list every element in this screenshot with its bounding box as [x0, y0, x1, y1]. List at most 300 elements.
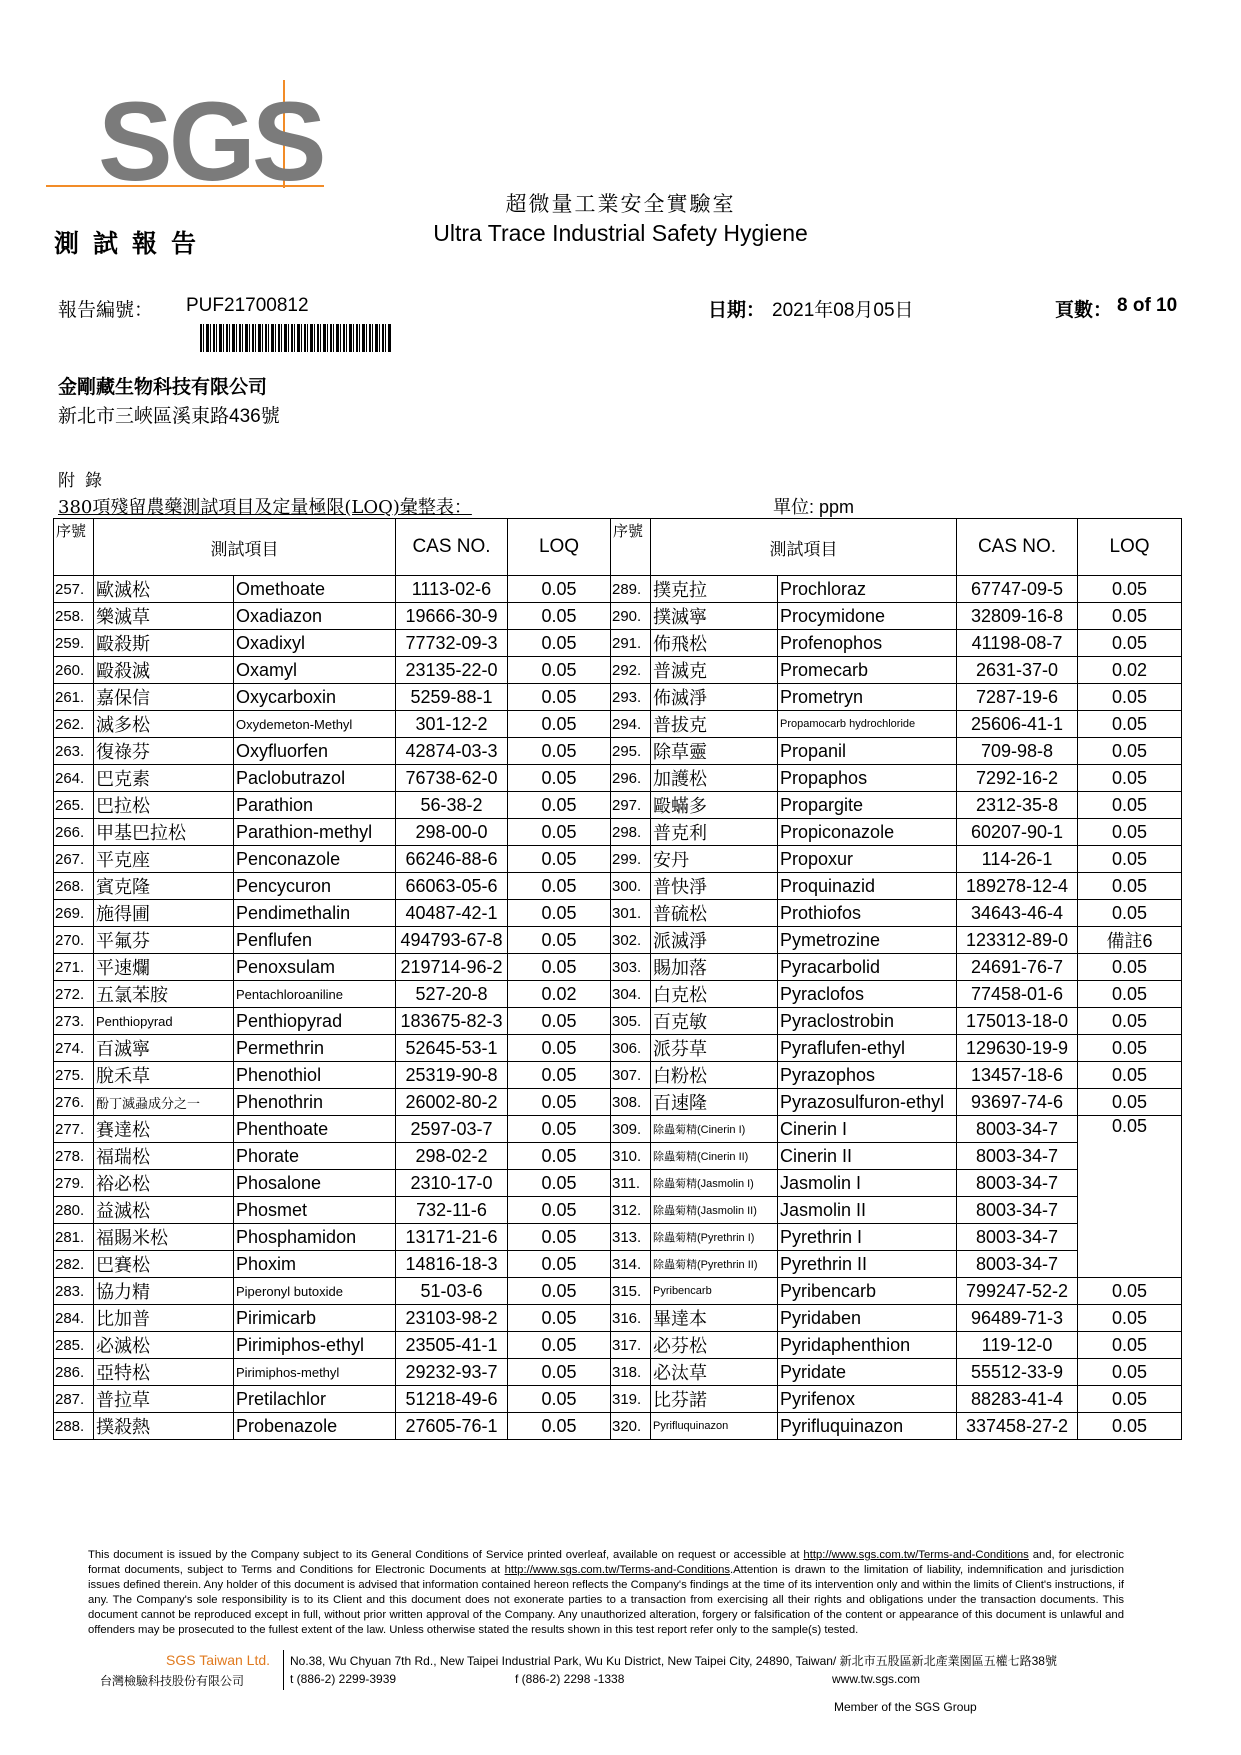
row-name-en: Promecarb	[778, 657, 957, 684]
row-name-en: Pyridaben	[778, 1305, 957, 1332]
row-name-zh: 酚丁滅蝨成分之一	[94, 1089, 234, 1116]
row-name-zh: 平速爛	[94, 954, 234, 981]
row-name-zh: 毆殺滅	[94, 657, 234, 684]
row-loq: 0.02	[508, 981, 611, 1008]
row-name-zh: Pyribencarb	[651, 1278, 778, 1305]
row-cas: 66063-05-6	[396, 873, 508, 900]
header-loq: LOQ	[1078, 519, 1182, 576]
table-row	[54, 1413, 1182, 1440]
row-seq: 298.	[611, 819, 651, 846]
row-seq: 264.	[54, 765, 94, 792]
row-name-en: Phosphamidon	[234, 1224, 396, 1251]
appendix-label: 附錄	[58, 471, 112, 491]
row-loq: 備註6	[1078, 927, 1182, 954]
row-cas: 26002-80-2	[396, 1089, 508, 1116]
row-cas: 5259-88-1	[396, 684, 508, 711]
row-cas: 175013-18-0	[957, 1008, 1078, 1035]
row-seq: 284.	[54, 1305, 94, 1332]
row-cas: 32809-16-8	[957, 603, 1078, 630]
row-cas: 8003-34-7	[957, 1143, 1078, 1170]
row-name-en: Pencycuron	[234, 873, 396, 900]
row-name-zh: 益滅松	[94, 1197, 234, 1224]
row-seq: 297.	[611, 792, 651, 819]
row-name-en: Profenophos	[778, 630, 957, 657]
row-loq: 0.05	[508, 1359, 611, 1386]
row-seq: 296.	[611, 765, 651, 792]
row-cas: 1113-02-6	[396, 576, 508, 603]
row-cas: 27605-76-1	[396, 1413, 508, 1440]
row-loq: 0.05	[508, 1062, 611, 1089]
footer-fax: f (886-2) 2298 -1338	[515, 1672, 625, 1686]
row-loq: 0.05	[1078, 576, 1182, 603]
row-loq: 0.05	[1078, 792, 1182, 819]
row-name-zh: 百滅寧	[94, 1035, 234, 1062]
row-cas: 13171-21-6	[396, 1224, 508, 1251]
row-name-zh: 福瑞松	[94, 1143, 234, 1170]
row-seq: 273.	[54, 1008, 94, 1035]
table-row	[54, 981, 1182, 1008]
row-name-en: Paclobutrazol	[234, 765, 396, 792]
row-seq: 299.	[611, 846, 651, 873]
row-name-zh: 普拉草	[94, 1386, 234, 1413]
row-cas: 732-11-6	[396, 1197, 508, 1224]
report-label: 測試報告	[54, 229, 211, 258]
row-seq: 280.	[54, 1197, 94, 1224]
row-loq: 0.05	[508, 630, 611, 657]
row-seq: 306.	[611, 1035, 651, 1062]
row-seq: 287.	[54, 1386, 94, 1413]
disclaimer-part-3: .Attention is drawn to the limitation of liability, indemnification and jurisdiction issues defined therein. Any holder of this document is advised that information contained hereon reflects the Company's findings at the time of its intervention only and within the limits of Client's instructions, if any. The Company's sole responsibility is to its Client and this document does not exonerate parties to a transaction from exercising all their rights and obligations under the transaction documents. This document cannot be reproduced except in full, without prior written approval of the Company. Any unauthorized alteration, forgery or falsification of the content or appearance of this document is unlawful and offenders may be prosecuted to the fullest extent of the law. Unless otherwise stated the results shown in this test report refer only to the sample(s) tested.	[88, 1564, 1124, 1636]
row-name-en: Oxyfluorfen	[234, 738, 396, 765]
row-loq: 0.05	[508, 954, 611, 981]
row-cas: 298-02-2	[396, 1143, 508, 1170]
header-seq: 序號	[611, 519, 651, 576]
row-loq: 0.05	[1078, 1413, 1182, 1440]
row-seq: 271.	[54, 954, 94, 981]
row-name-en: Parathion	[234, 792, 396, 819]
row-loq: 0.05	[1078, 684, 1182, 711]
row-name-zh: 滅多松	[94, 711, 234, 738]
row-seq: 311.	[611, 1170, 651, 1197]
footer-divider	[283, 1650, 284, 1690]
row-name-zh: 白克松	[651, 981, 778, 1008]
row-cas: 56-38-2	[396, 792, 508, 819]
table-row	[54, 603, 1182, 630]
row-name-zh: 百克敏	[651, 1008, 778, 1035]
row-loq: 0.05	[1078, 1089, 1182, 1116]
row-name-en: Pretilachlor	[234, 1386, 396, 1413]
row-name-en: Piperonyl butoxide	[234, 1278, 396, 1305]
row-name-zh: 除蟲菊精(Cinerin I)	[651, 1116, 778, 1143]
row-cas: 129630-19-9	[957, 1035, 1078, 1062]
row-name-en: Pyraclofos	[778, 981, 957, 1008]
row-cas: 23505-41-1	[396, 1332, 508, 1359]
row-loq: 0.05	[508, 1224, 611, 1251]
row-cas: 8003-34-7	[957, 1224, 1078, 1251]
header-cas: CAS NO.	[396, 519, 508, 576]
unit-label: 單位: ppm	[773, 497, 855, 517]
row-seq: 310.	[611, 1143, 651, 1170]
row-name-en: Propargite	[778, 792, 957, 819]
table-row	[54, 819, 1182, 846]
row-name-zh: 普滅克	[651, 657, 778, 684]
row-cas: 7287-19-6	[957, 684, 1078, 711]
row-name-en: Pyraflufen-ethyl	[778, 1035, 957, 1062]
row-name-zh: 普拔克	[651, 711, 778, 738]
row-seq: 307.	[611, 1062, 651, 1089]
footer-member: Member of the SGS Group	[834, 1700, 977, 1714]
row-seq: 318.	[611, 1359, 651, 1386]
row-name-en: Prothiofos	[778, 900, 957, 927]
row-loq: 0.02	[1078, 657, 1182, 684]
row-seq: 277.	[54, 1116, 94, 1143]
row-name-zh: 必汰草	[651, 1359, 778, 1386]
row-loq: 0.05	[508, 684, 611, 711]
barcode	[200, 324, 392, 352]
row-name-en: Propaphos	[778, 765, 957, 792]
header-loq: LOQ	[508, 519, 611, 576]
row-name-zh: 巴賽松	[94, 1251, 234, 1278]
row-loq: 0.05	[508, 711, 611, 738]
row-name-en: Phosmet	[234, 1197, 396, 1224]
row-cas: 77458-01-6	[957, 981, 1078, 1008]
row-seq: 316.	[611, 1305, 651, 1332]
row-seq: 315.	[611, 1278, 651, 1305]
row-loq: 0.05	[508, 1116, 611, 1143]
row-loq: 0.05	[508, 1143, 611, 1170]
row-name-en: Probenazole	[234, 1413, 396, 1440]
row-loq: 0.05	[508, 657, 611, 684]
row-cas: 55512-33-9	[957, 1359, 1078, 1386]
table-row	[54, 1035, 1182, 1062]
row-cas: 23103-98-2	[396, 1305, 508, 1332]
row-name-zh: 賓克隆	[94, 873, 234, 900]
row-seq: 317.	[611, 1332, 651, 1359]
row-loq: 0.05	[1078, 738, 1182, 765]
row-cas: 25319-90-8	[396, 1062, 508, 1089]
row-name-zh: 撲殺熱	[94, 1413, 234, 1440]
row-name-zh: Penthiopyrad	[94, 1008, 234, 1035]
row-name-en: Prometryn	[778, 684, 957, 711]
row-seq: 308.	[611, 1089, 651, 1116]
row-loq: 0.05	[1078, 1386, 1182, 1413]
row-name-en: Oxamyl	[234, 657, 396, 684]
terms-link-1[interactable]: http://www.sgs.com.tw/Terms-and-Conditions	[803, 1549, 1029, 1561]
row-cas: 298-00-0	[396, 819, 508, 846]
row-seq: 300.	[611, 873, 651, 900]
row-seq: 276.	[54, 1089, 94, 1116]
row-cas: 301-12-2	[396, 711, 508, 738]
table-row	[54, 1062, 1182, 1089]
row-name-en: Pendimethalin	[234, 900, 396, 927]
row-seq: 270.	[54, 927, 94, 954]
row-cas: 14816-18-3	[396, 1251, 508, 1278]
row-seq: 313.	[611, 1224, 651, 1251]
row-loq: 0.05	[1078, 1062, 1182, 1089]
row-loq: 0.05	[1078, 603, 1182, 630]
row-loq: 0.05	[508, 576, 611, 603]
table-title: 380項殘留農藥測試項目及定量極限(LOQ)彙整表：	[58, 497, 472, 518]
row-name-en: Oxadiazon	[234, 603, 396, 630]
row-cas: 60207-90-1	[957, 819, 1078, 846]
row-seq: 291.	[611, 630, 651, 657]
row-name-zh: 甲基巴拉松	[94, 819, 234, 846]
row-name-en: Pyraclostrobin	[778, 1008, 957, 1035]
row-name-en: Pyrethrin II	[778, 1251, 957, 1278]
row-seq: 268.	[54, 873, 94, 900]
row-name-en: Oxydemeton-Methyl	[234, 711, 396, 738]
table-row	[54, 792, 1182, 819]
row-name-zh: 嘉保信	[94, 684, 234, 711]
footer-tel: t (886-2) 2299-3939	[290, 1672, 397, 1686]
row-cas: 42874-03-3	[396, 738, 508, 765]
row-name-en: Penflufen	[234, 927, 396, 954]
client-address: 新北市三峽區溪東路436號	[58, 406, 280, 427]
row-loq: 0.05	[508, 900, 611, 927]
sgs-logo: SGS	[98, 79, 323, 204]
row-cas: 51218-49-6	[396, 1386, 508, 1413]
row-name-en: Penthiopyrad	[234, 1008, 396, 1035]
row-cas: 67747-09-5	[957, 576, 1078, 603]
row-seq: 278.	[54, 1143, 94, 1170]
row-loq: 0.05	[508, 1413, 611, 1440]
row-seq: 283.	[54, 1278, 94, 1305]
page-number: 8 of 10	[1117, 295, 1178, 316]
date-label: 日期：	[708, 300, 766, 321]
row-seq: 294.	[611, 711, 651, 738]
report-no-label: 報告編號：	[58, 300, 154, 321]
row-cas: 709-98-8	[957, 738, 1078, 765]
row-loq: 0.05	[1078, 900, 1182, 927]
row-name-zh: 安丹	[651, 846, 778, 873]
row-name-zh: 協力精	[94, 1278, 234, 1305]
row-name-zh: 比加普	[94, 1305, 234, 1332]
lab-name-zh: 超微量工業安全實驗室	[505, 192, 736, 216]
legal-disclaimer	[88, 1548, 1124, 1638]
row-name-en: Pyrifluquinazon	[778, 1413, 957, 1440]
table-row	[54, 1386, 1182, 1413]
row-cas: 189278-12-4	[957, 873, 1078, 900]
row-loq: 0.05	[1078, 1332, 1182, 1359]
table-row	[54, 1278, 1182, 1305]
table-row	[54, 1089, 1182, 1116]
row-loq: 0.05	[508, 1251, 611, 1278]
row-name-zh: 加護松	[651, 765, 778, 792]
row-cas: 119-12-0	[957, 1332, 1078, 1359]
row-name-en: Jasmolin II	[778, 1197, 957, 1224]
terms-link-2[interactable]: http://www.sgs.com.tw/Terms-and-Conditions	[504, 1564, 730, 1576]
row-name-zh: 除蟲菊精(Cinerin II)	[651, 1143, 778, 1170]
row-name-en: Prochloraz	[778, 576, 957, 603]
row-loq: 0.05	[508, 819, 611, 846]
row-name-en: Pirimiphos-ethyl	[234, 1332, 396, 1359]
row-name-zh: 普快淨	[651, 873, 778, 900]
disclaimer-part-2: and, for electronic format documents, subject to Terms and Conditions for Electronic Documents at	[88, 1549, 1125, 1576]
header-seq: 序號	[54, 519, 94, 576]
row-seq: 320.	[611, 1413, 651, 1440]
footer-company-en: SGS Taiwan Ltd.	[166, 1652, 271, 1668]
row-seq: 263.	[54, 738, 94, 765]
row-name-zh: Pyrifluquinazon	[651, 1413, 778, 1440]
row-name-zh: 平氟芬	[94, 927, 234, 954]
row-loq: 0.05	[1078, 1035, 1182, 1062]
row-name-en: Pyribencarb	[778, 1278, 957, 1305]
row-cas: 183675-82-3	[396, 1008, 508, 1035]
row-loq: 0.05	[508, 1197, 611, 1224]
row-name-en: Pyridaphenthion	[778, 1332, 957, 1359]
row-name-en: Pyrifenox	[778, 1386, 957, 1413]
row-name-zh: 巴克素	[94, 765, 234, 792]
row-loq: 0.05	[508, 765, 611, 792]
row-name-en: Phorate	[234, 1143, 396, 1170]
row-name-en: Proquinazid	[778, 873, 957, 900]
row-name-zh: 除蟲菊精(Pyrethrin I)	[651, 1224, 778, 1251]
row-name-zh: 畢達本	[651, 1305, 778, 1332]
row-cas: 40487-42-1	[396, 900, 508, 927]
row-loq: 0.05	[1078, 819, 1182, 846]
row-name-en: Cinerin I	[778, 1116, 957, 1143]
row-seq: 282.	[54, 1251, 94, 1278]
row-name-en: Propoxur	[778, 846, 957, 873]
row-cas: 2312-35-8	[957, 792, 1078, 819]
row-loq: 0.05	[1078, 846, 1182, 873]
row-cas: 8003-34-7	[957, 1116, 1078, 1143]
row-seq: 293.	[611, 684, 651, 711]
row-loq: 0.05	[508, 927, 611, 954]
table-row	[54, 927, 1182, 954]
footer-website: www.tw.sgs.com	[832, 1672, 921, 1686]
row-loq: 0.05	[508, 1386, 611, 1413]
row-loq: 0.05	[1078, 711, 1182, 738]
row-name-zh: 歐滅松	[94, 576, 234, 603]
row-name-zh: 毆殺斯	[94, 630, 234, 657]
row-loq: 0.05	[1078, 1359, 1182, 1386]
row-seq: 288.	[54, 1413, 94, 1440]
row-name-en: Phenthoate	[234, 1116, 396, 1143]
row-loq: 0.05	[1078, 1008, 1182, 1035]
row-cas: 8003-34-7	[957, 1251, 1078, 1278]
table-row	[54, 1305, 1182, 1332]
row-name-en: Jasmolin I	[778, 1170, 957, 1197]
row-name-zh: 賽達松	[94, 1116, 234, 1143]
row-name-zh: 除草靈	[651, 738, 778, 765]
row-name-en: Pyracarbolid	[778, 954, 957, 981]
row-name-zh: 必滅松	[94, 1332, 234, 1359]
row-seq: 262.	[54, 711, 94, 738]
header-item: 測試項目	[94, 519, 396, 576]
row-seq: 274.	[54, 1035, 94, 1062]
row-name-en: Phenothrin	[234, 1089, 396, 1116]
row-name-en: Procymidone	[778, 603, 957, 630]
row-seq: 272.	[54, 981, 94, 1008]
row-name-en: Omethoate	[234, 576, 396, 603]
row-cas: 77732-09-3	[396, 630, 508, 657]
row-cas: 19666-30-9	[396, 603, 508, 630]
row-loq: 0.05	[508, 1170, 611, 1197]
row-loq: 0.05	[508, 1278, 611, 1305]
table-row	[54, 1359, 1182, 1386]
row-loq: 0.05	[508, 1008, 611, 1035]
row-cas: 123312-89-0	[957, 927, 1078, 954]
row-name-zh: 亞特松	[94, 1359, 234, 1386]
row-seq: 312.	[611, 1197, 651, 1224]
row-seq: 257.	[54, 576, 94, 603]
row-name-zh: 復祿芬	[94, 738, 234, 765]
row-cas: 25606-41-1	[957, 711, 1078, 738]
row-loq: 0.05	[1078, 630, 1182, 657]
row-cas: 799247-52-2	[957, 1278, 1078, 1305]
table-row	[54, 1332, 1182, 1359]
row-loq: 0.05	[508, 1035, 611, 1062]
row-cas: 51-03-6	[396, 1278, 508, 1305]
table-row	[54, 900, 1182, 927]
row-seq: 304.	[611, 981, 651, 1008]
row-loq: 0.05	[1078, 1116, 1182, 1278]
row-name-zh: 賜加落	[651, 954, 778, 981]
row-loq: 0.05	[1078, 765, 1182, 792]
table-row	[54, 1143, 1182, 1170]
row-name-zh: 除蟲菊精(Jasmolin II)	[651, 1197, 778, 1224]
table-row	[54, 846, 1182, 873]
row-loq: 0.05	[508, 1089, 611, 1116]
row-name-zh: 施得圃	[94, 900, 234, 927]
pesticide-table	[53, 518, 1182, 1440]
row-seq: 314.	[611, 1251, 651, 1278]
row-cas: 219714-96-2	[396, 954, 508, 981]
row-seq: 260.	[54, 657, 94, 684]
row-seq: 269.	[54, 900, 94, 927]
row-loq: 0.05	[1078, 1305, 1182, 1332]
row-name-en: Phoxim	[234, 1251, 396, 1278]
disclaimer-part-1: This document is issued by the Company subject to its General Conditions of Service printed overleaf, available on request or accessible at	[88, 1549, 804, 1561]
row-name-zh: 派滅淨	[651, 927, 778, 954]
row-cas: 8003-34-7	[957, 1170, 1078, 1197]
row-loq: 0.05	[508, 873, 611, 900]
row-name-en: Pyridate	[778, 1359, 957, 1386]
row-name-zh: 樂滅草	[94, 603, 234, 630]
lab-name-en: Ultra Trace Industrial Safety Hygiene	[433, 220, 808, 246]
table-header-row	[54, 519, 1182, 576]
row-cas: 29232-93-7	[396, 1359, 508, 1386]
row-seq: 303.	[611, 954, 651, 981]
row-cas: 96489-71-3	[957, 1305, 1078, 1332]
row-name-zh: 百速隆	[651, 1089, 778, 1116]
table-row	[54, 630, 1182, 657]
row-cas: 34643-46-4	[957, 900, 1078, 927]
row-cas: 52645-53-1	[396, 1035, 508, 1062]
row-cas: 527-20-8	[396, 981, 508, 1008]
table-row	[54, 1116, 1182, 1143]
row-name-zh: 比芬諾	[651, 1386, 778, 1413]
table-row	[54, 1251, 1182, 1278]
row-cas: 23135-22-0	[396, 657, 508, 684]
row-seq: 290.	[611, 603, 651, 630]
table-row	[54, 1008, 1182, 1035]
row-loq: 0.05	[508, 1305, 611, 1332]
row-name-en: Phosalone	[234, 1170, 396, 1197]
row-loq: 0.05	[508, 846, 611, 873]
header-cas: CAS NO.	[957, 519, 1078, 576]
row-seq: 302.	[611, 927, 651, 954]
row-seq: 285.	[54, 1332, 94, 1359]
table-row	[54, 576, 1182, 603]
row-name-en: Pymetrozine	[778, 927, 957, 954]
row-name-en: Pyrethrin I	[778, 1224, 957, 1251]
row-loq: 0.05	[508, 1332, 611, 1359]
row-name-zh: 撲滅寧	[651, 603, 778, 630]
row-cas: 337458-27-2	[957, 1413, 1078, 1440]
table-row	[54, 684, 1182, 711]
